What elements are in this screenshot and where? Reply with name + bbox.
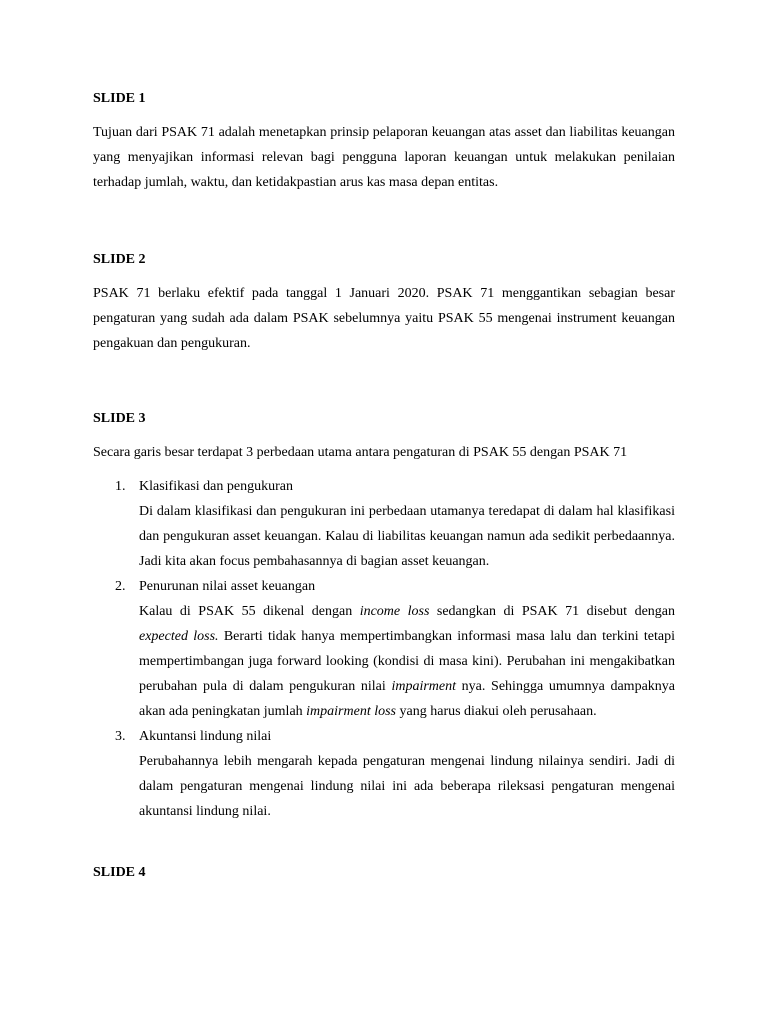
italic-term: expected loss.	[139, 629, 219, 644]
list-item-number: 2.	[115, 579, 126, 594]
section-spacer	[93, 356, 675, 406]
list-item-title: Akuntansi lindung nilai	[139, 729, 272, 744]
document-page	[93, 86, 675, 894]
slide-2-heading: SLIDE 2	[93, 252, 146, 267]
slide-4-heading: SLIDE 4	[93, 865, 146, 880]
section-spacer	[93, 195, 675, 247]
list-item-title: Klasifikasi dan pengukuran	[139, 479, 293, 494]
list-item	[93, 574, 675, 724]
slide-3-intro-paragraph: Secara garis besar terdapat 3 perbedaan utama antara pengaturan di PSAK 55 dengan PSAK 71	[93, 445, 628, 460]
differences-list	[93, 474, 675, 824]
slide-1-heading: SLIDE 1	[93, 91, 146, 106]
list-item-body: Di dalam klasifikasi dan pengukuran ini perbedaan utamanya teredapat di dalam hal klasifikasi dan pengukuran asset keuangan. Kalau di liabilitas keuangan namun ada sedikit perbedaannya. Jadi kita akan focus pembahasannya di bagian asset keuangan.	[139, 504, 675, 569]
italic-term: impairment	[391, 679, 457, 694]
list-item	[93, 724, 675, 824]
italic-term: impairment loss	[306, 704, 397, 719]
slide-3-section	[93, 406, 675, 824]
slide-3-heading: SLIDE 3	[93, 411, 146, 426]
list-item-body	[139, 599, 675, 724]
slide-1-paragraph: Tujuan dari PSAK 71 adalah menetapkan prinsip pelaporan keuangan atas asset dan liabilitas keuangan yang menyajikan informasi relevan bagi pengguna laporan keuangan untuk melakukan penilaian terhadap jumlah, waktu, dan ketidakpastian arus kas masa depan entitas.	[93, 125, 675, 190]
body-text: Berarti tidak hanya mempertimbangkan informasi masa lalu dan terkini tetapi mempertimbangan juga forward looking (kondisi di masa kini). Perubahan ini mengakibatkan perubahan pula di dalam pengukuran nilai	[139, 629, 675, 694]
list-item-body: Perubahannya lebih mengarah kepada pengaturan mengenai lindung nilainya sendiri. Jadi di dalam pengaturan mengenai lindung nilai ini ada beberapa rileksasi pengaturan mengenai akuntansi lindung nilai.	[139, 754, 675, 819]
slide-4-section	[93, 860, 675, 885]
list-item	[93, 474, 675, 574]
list-item-number: 3.	[115, 729, 126, 744]
list-item-title: Penurunan nilai asset keuangan	[139, 579, 316, 594]
slide-2-section	[93, 247, 675, 356]
list-item-number: 1.	[115, 479, 126, 494]
italic-term: income loss	[359, 604, 430, 619]
body-text: Kalau di PSAK 55 dikenal dengan	[139, 604, 360, 619]
section-spacer	[93, 824, 675, 860]
slide-1-section	[93, 86, 675, 195]
body-text: sedangkan di PSAK 71 disebut dengan	[429, 604, 675, 619]
body-text: nya. Sehingga umumnya dampaknya akan ada peningkatan jumlah	[139, 679, 676, 719]
slide-2-paragraph: PSAK 71 berlaku efektif pada tanggal 1 Januari 2020. PSAK 71 menggantikan sebagian besar pengaturan yang sudah ada dalam PSAK sebelumnya yaitu PSAK 55 mengenai instrument keuangan pengakuan dan pengukuran.	[93, 286, 675, 351]
body-text: yang harus diakui oleh perusahaan.	[396, 704, 597, 719]
